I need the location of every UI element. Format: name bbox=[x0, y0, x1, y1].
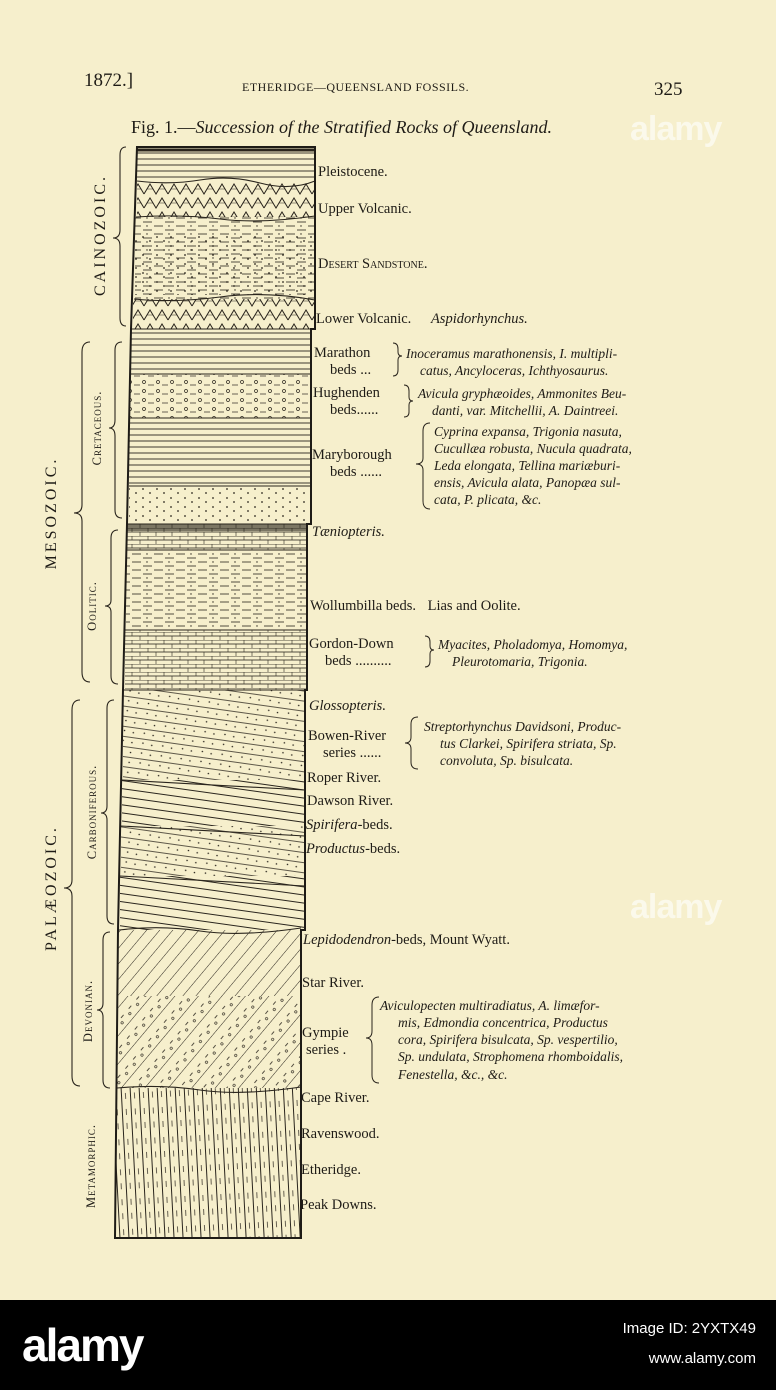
system-cretaceous: Cretaceous. bbox=[90, 390, 104, 466]
label-hughenden-2: beds...... bbox=[330, 402, 379, 418]
label-lepidodendron-row bbox=[303, 932, 510, 949]
label-lepidodendron: Lepidodendron bbox=[303, 932, 392, 948]
alamy-logo: alamy bbox=[22, 1319, 143, 1371]
system-metamorphic: Metamorphic. bbox=[84, 1123, 98, 1209]
label-productus-suffix: -beds. bbox=[365, 841, 401, 857]
system-oolitic: Oolitic. bbox=[85, 581, 99, 631]
brace-palaeozoic bbox=[64, 700, 80, 1086]
layer-pleistocene bbox=[137, 147, 315, 181]
image-id: Image ID: 2YXTX49 bbox=[622, 1320, 756, 1337]
species-bowen-2: tus Clarkei, Spirifera striata, Sp. bbox=[440, 736, 617, 751]
species-maryborough-4: ensis, Avicula alata, Panopæa sul- bbox=[434, 475, 621, 490]
layer-wollumbilla bbox=[126, 550, 307, 630]
running-title: ETHERIDGE—QUEENSLAND FOSSILS. bbox=[242, 80, 470, 94]
layer-metamorphic bbox=[115, 1088, 301, 1238]
brace-oolitic bbox=[105, 530, 118, 684]
layer-spirifera bbox=[121, 826, 305, 876]
species-gordon-1: Myacites, Pholadomya, Homomya, bbox=[438, 637, 628, 652]
brace-carboniferous bbox=[101, 700, 114, 924]
label-peak-downs: Peak Downs. bbox=[300, 1197, 377, 1213]
species-gympie-4: Sp. undulata, Strophomena rhomboidalis, bbox=[398, 1049, 624, 1064]
species-bowen-1: Streptorhynchus Davidsoni, Produc- bbox=[424, 719, 622, 734]
layer-hughenden bbox=[130, 374, 311, 418]
label-spirifera-row bbox=[306, 817, 393, 834]
species-gympie-2: mis, Edmondia concentrica, Productus bbox=[398, 1015, 608, 1030]
label-marathon-2: beds ... bbox=[330, 362, 372, 378]
label-lias-oolite: Lias and Oolite. bbox=[427, 598, 521, 614]
label-cape-river: Cape River. bbox=[301, 1090, 370, 1106]
label-gympie-2: series . bbox=[306, 1042, 347, 1058]
figure-caption-text: Succession of the Stratified Rocks of Queensland. bbox=[195, 117, 552, 137]
header-year: 1872.] bbox=[84, 70, 134, 91]
label-roper: Roper River. bbox=[307, 770, 382, 786]
system-carboniferous: Carboniferous. bbox=[85, 764, 99, 860]
stock-footer bbox=[0, 1300, 776, 1390]
era-mesozoic: MESOZOIC. bbox=[43, 456, 60, 570]
label-spirifera-suffix: -beds. bbox=[357, 817, 393, 833]
species-gympie-1: Aviculopecten multiradiatus, A. limæfor- bbox=[380, 998, 600, 1013]
label-wollumbilla: Wollumbilla beds. bbox=[310, 598, 416, 614]
layer-lower-volcanic bbox=[133, 299, 315, 329]
label-ravenswood: Ravenswood. bbox=[301, 1126, 380, 1142]
species-hughenden-2: danti, var. Mitchellii, A. Daintreei. bbox=[432, 403, 619, 418]
species-marathon-1: Inoceramus marathonensis, I. multipli- bbox=[406, 346, 618, 361]
label-spirifera: Spirifera bbox=[306, 817, 358, 833]
label-pleistocene: Pleistocene. bbox=[318, 164, 388, 180]
layer-gympie bbox=[117, 996, 301, 1088]
label-maryborough-2: beds ...... bbox=[330, 464, 382, 480]
species-maryborough-3: Leda elongata, Tellina mariæburi- bbox=[434, 458, 621, 473]
brace-devonian bbox=[97, 932, 110, 1088]
label-marathon-1: Marathon bbox=[314, 345, 371, 361]
era-palaeozoic: PALÆOZOIC. bbox=[43, 825, 60, 951]
page-number: 325 bbox=[654, 79, 683, 100]
watermark-top: alamy bbox=[630, 110, 722, 148]
species-hughenden-1: Avicula gryphæoides, Ammonites Beu- bbox=[418, 386, 627, 401]
label-aspidorhynchus: Aspidorhynchus. bbox=[430, 311, 528, 327]
era-cainozoic: CAINOZOIC. bbox=[92, 174, 109, 296]
label-productus: Productus bbox=[306, 841, 366, 857]
label-dawson: Dawson River. bbox=[307, 793, 394, 809]
label-lower-volcanic bbox=[316, 311, 528, 328]
species-bowen-3: convoluta, Sp. bisulcata. bbox=[440, 753, 574, 768]
brace-cainozoic bbox=[113, 147, 126, 326]
layer-maryborough-sand bbox=[129, 486, 311, 524]
species-maryborough-2: Cucullæa robusta, Nucula quadrata, bbox=[434, 441, 632, 456]
label-etheridge: Etheridge. bbox=[301, 1162, 361, 1178]
label-lepidodendron-suffix: -beds, Mount Wyatt. bbox=[391, 932, 510, 948]
layer-bowen-river bbox=[123, 690, 305, 780]
label-glossopteris: Glossopteris. bbox=[309, 698, 386, 714]
layer-maryborough bbox=[129, 418, 311, 486]
label-gympie-1: Gympie bbox=[302, 1025, 349, 1041]
label-wollumbilla-row bbox=[310, 598, 521, 615]
label-star-river: Star River. bbox=[302, 975, 365, 991]
label-desert-sandstone: Desert Sandstone. bbox=[318, 256, 428, 272]
label-maryborough-1: Maryborough bbox=[312, 447, 392, 463]
species-gordon-2: Pleurotomaria, Trigonia. bbox=[452, 654, 588, 669]
layer-gordon-down bbox=[125, 630, 307, 690]
label-hughenden-1: Hughenden bbox=[313, 385, 380, 401]
figure-number: Fig. 1.— bbox=[131, 117, 196, 137]
species-marathon-2: catus, Ancyloceras, Ichthyosaurus. bbox=[420, 363, 609, 378]
label-upper-volcanic: Upper Volcanic. bbox=[318, 201, 412, 217]
label-lower-volcanic-text: Lower Volcanic. bbox=[316, 311, 412, 327]
watermark-bottom: alamy bbox=[630, 888, 722, 926]
label-gordon-1: Gordon-Down bbox=[309, 636, 394, 652]
site-url: www.alamy.com bbox=[648, 1350, 756, 1367]
label-bowen-2: series ...... bbox=[323, 745, 382, 761]
layer-dawson bbox=[122, 780, 305, 826]
species-maryborough-1: Cyprina expansa, Trigonia nasuta, bbox=[434, 424, 622, 439]
layer-marathon bbox=[131, 329, 311, 374]
layer-lepidodendron bbox=[118, 930, 301, 996]
species-gympie-5: Fenestella, &c., &c. bbox=[398, 1067, 508, 1082]
system-devonian: Devonian. bbox=[81, 979, 95, 1043]
label-bowen-1: Bowen-River bbox=[308, 728, 387, 744]
species-gympie-3: cora, Spirifera bisulcata, Sp. vespertilio, bbox=[398, 1032, 618, 1047]
label-gordon-2: beds .......... bbox=[325, 653, 392, 669]
label-taeniopteris: Tæniopteris. bbox=[312, 524, 385, 540]
brace-cretaceous bbox=[109, 342, 122, 518]
species-maryborough-5: cata, P. plicata, &c. bbox=[434, 492, 542, 507]
label-productus-row bbox=[306, 841, 400, 858]
